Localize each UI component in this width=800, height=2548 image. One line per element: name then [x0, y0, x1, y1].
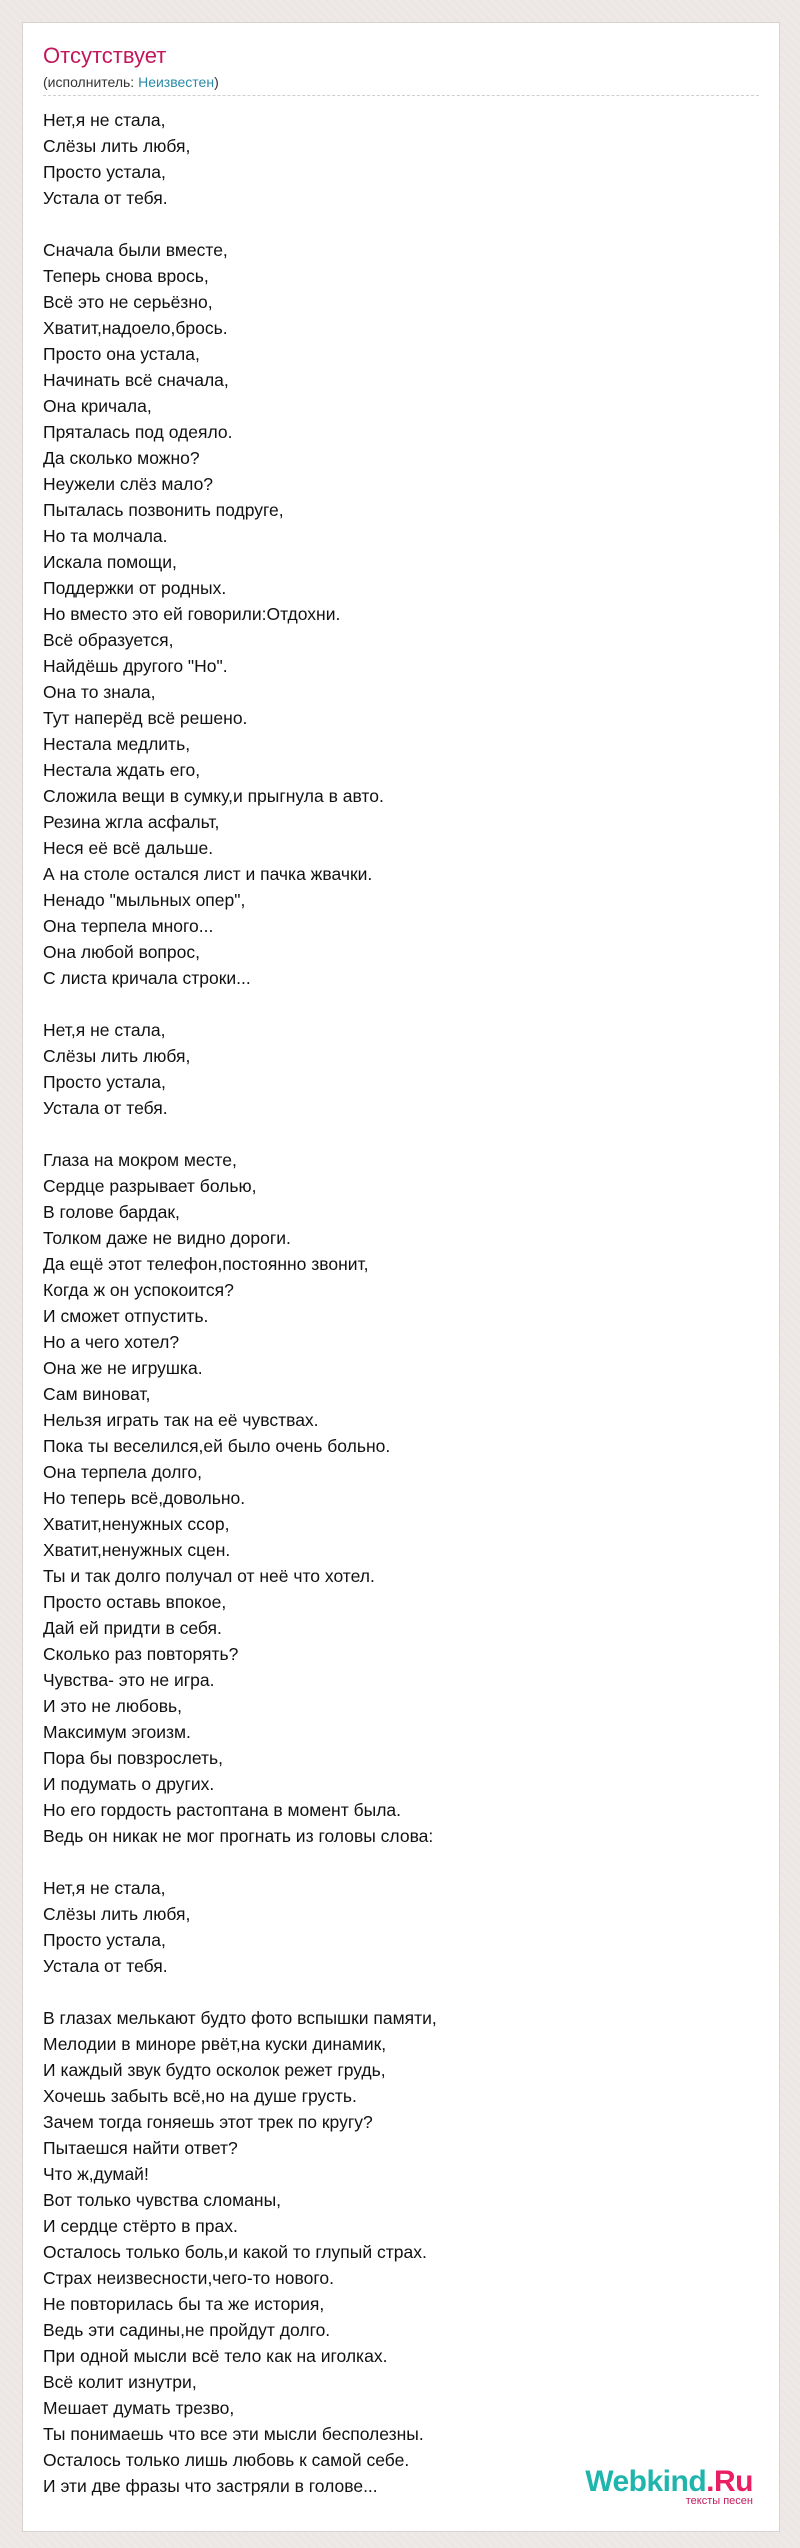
lyric-line: Нет,я не стала,: [43, 110, 166, 130]
lyric-line: Но та молчала.: [43, 526, 168, 546]
lyric-line: Найдёшь другого "Но".: [43, 656, 228, 676]
lyrics-stanza: [43, 237, 743, 991]
lyric-line: Нестала медлить,: [43, 734, 191, 754]
lyric-line: И сердце стёрто в прах.: [43, 2216, 238, 2236]
lyric-line: И эти две фразы что застряли в голове...: [43, 2476, 378, 2496]
lyric-line: Чувства- это не игра.: [43, 1670, 215, 1690]
lyrics-text: [43, 107, 743, 2525]
lyric-line: Страх неизвесности,чего-то нового.: [43, 2268, 334, 2288]
credit-prefix: (исполнитель:: [43, 74, 139, 90]
lyric-line: В глазах мелькают будто фото вспышки памяти,: [43, 2008, 437, 2028]
lyric-line: При одной мысли всё тело как на иголках.: [43, 2346, 388, 2366]
lyric-line: Хватит,ненужных ссор,: [43, 1514, 230, 1534]
lyric-line: Она кричала,: [43, 396, 152, 416]
lyric-line: Дай ей придти в себя.: [43, 1618, 222, 1638]
lyric-line: Всё колит изнутри,: [43, 2372, 197, 2392]
lyric-line: Пытаешся найти ответ?: [43, 2138, 238, 2158]
lyric-line: Слёзы лить любя,: [43, 1046, 191, 1066]
lyric-line: Пыталась позвонить подруге,: [43, 500, 284, 520]
lyric-line: Осталось только лишь любовь к самой себе.: [43, 2450, 410, 2470]
lyric-line: Она любой вопрос,: [43, 942, 200, 962]
lyric-line: Ненадо "мыльных опер",: [43, 890, 246, 910]
lyric-line: Мелодии в миноре рвёт,на куски динамик,: [43, 2034, 387, 2054]
lyric-line: Что ж,думай!: [43, 2164, 149, 2184]
artist-credit: [43, 73, 219, 91]
lyric-line: Зачем тогда гоняешь этот трек по кругу?: [43, 2112, 373, 2132]
lyric-line: Хватит,надоело,брось.: [43, 318, 228, 338]
lyric-line: Ведь он никак не мог прогнать из головы слова:: [43, 1826, 434, 1846]
lyrics-stanza: [43, 2005, 743, 2499]
lyric-line: Да ещё этот телефон,постоянно звонит,: [43, 1254, 369, 1274]
lyric-line: Просто оставь впокое,: [43, 1592, 227, 1612]
song-title: Отсутствует: [43, 43, 167, 68]
lyric-line: Устала от тебя.: [43, 1956, 168, 1976]
lyric-line: И каждый звук будто осколок режет грудь,: [43, 2060, 386, 2080]
logo-tagline: тексты песен: [685, 2495, 753, 2507]
lyric-line: Но теперь всё,довольно.: [43, 1488, 246, 1508]
lyric-line: Пряталась под одеяло.: [43, 422, 233, 442]
lyric-line: Сам виноват,: [43, 1384, 151, 1404]
lyric-line: И подумать о других.: [43, 1774, 215, 1794]
lyric-line: Нет,я не стала,: [43, 1020, 166, 1040]
lyric-line: Сердце разрывает болью,: [43, 1176, 257, 1196]
logo-brand: Webkind: [585, 2465, 707, 2498]
lyric-line: Она то знала,: [43, 682, 156, 702]
lyric-line: Вот только чувства сломаны,: [43, 2190, 282, 2210]
lyric-line: Сколько раз повторять?: [43, 1644, 239, 1664]
divider: [43, 95, 759, 96]
lyric-line: Толком даже не видно дороги.: [43, 1228, 291, 1248]
lyric-line: Но а чего хотел?: [43, 1332, 180, 1352]
lyric-line: Осталось только боль,и какой то глупый страх.: [43, 2242, 427, 2262]
lyric-line: Она терпела много...: [43, 916, 214, 936]
lyric-line: Начинать всё сначала,: [43, 370, 229, 390]
lyrics-stanza: [43, 1875, 743, 1979]
site-logo[interactable]: [585, 2465, 753, 2507]
lyrics-stanza: [43, 107, 743, 211]
lyric-line: Устала от тебя.: [43, 1098, 168, 1118]
lyric-line: Да сколько можно?: [43, 448, 200, 468]
lyric-line: Хочешь забыть всё,но на душе грусть.: [43, 2086, 357, 2106]
lyric-line: Просто устала,: [43, 1072, 166, 1092]
lyric-line: Тут наперёд всё решено.: [43, 708, 248, 728]
lyric-line: Слёзы лить любя,: [43, 136, 191, 156]
lyric-line: Но вместо это ей говорили:Отдохни.: [43, 604, 341, 624]
lyric-line: Теперь снова врось,: [43, 266, 209, 286]
lyric-line: Максимум эгоизм.: [43, 1722, 191, 1742]
lyrics-stanza: [43, 1017, 743, 1121]
lyric-line: Она же не игрушка.: [43, 1358, 203, 1378]
lyric-line: Резина жгла асфальт,: [43, 812, 220, 832]
lyric-line: Всё это не серьёзно,: [43, 292, 213, 312]
credit-suffix: ): [214, 74, 219, 90]
lyric-line: А на столе остался лист и пачка жвачки.: [43, 864, 373, 884]
lyric-line: Когда ж он успокоится?: [43, 1280, 234, 1300]
lyric-line: Пора бы повзрослеть,: [43, 1748, 224, 1768]
lyric-line: Сначала были вместе,: [43, 240, 228, 260]
lyric-line: Просто устала,: [43, 1930, 166, 1950]
lyric-line: Хватит,ненужных сцен.: [43, 1540, 231, 1560]
lyric-line: Нет,я не стала,: [43, 1878, 166, 1898]
lyric-line: Ты понимаешь что все эти мысли бесполезны.: [43, 2424, 424, 2444]
lyric-line: Нестала ждать его,: [43, 760, 201, 780]
lyric-line: Ты и так долго получал от неё что хотел.: [43, 1566, 375, 1586]
lyric-line: Неужели слёз мало?: [43, 474, 214, 494]
lyric-line: Неся её всё дальше.: [43, 838, 214, 858]
lyric-line: Глаза на мокром месте,: [43, 1150, 237, 1170]
lyric-line: Всё образуется,: [43, 630, 174, 650]
lyric-line: Слёзы лить любя,: [43, 1904, 191, 1924]
lyric-line: Мешает думать трезво,: [43, 2398, 235, 2418]
lyric-line: Устала от тебя.: [43, 188, 168, 208]
lyric-line: Сложила вещи в сумку,и прыгнула в авто.: [43, 786, 384, 806]
lyric-line: Просто устала,: [43, 162, 166, 182]
artist-link[interactable]: Неизвестен: [138, 74, 215, 90]
lyric-line: В голове бардак,: [43, 1202, 180, 1222]
lyric-line: Она терпела долго,: [43, 1462, 202, 1482]
lyric-line: И сможет отпустить.: [43, 1306, 209, 1326]
lyric-line: С листа кричала строки...: [43, 968, 251, 988]
lyric-line: Но его гордость растоптана в момент была.: [43, 1800, 401, 1820]
lyric-line: Не повторилась бы та же история,: [43, 2294, 325, 2314]
lyrics-card: [22, 22, 780, 2532]
lyric-line: Ведь эти садины,не пройдут долго.: [43, 2320, 331, 2340]
lyric-line: Пока ты веселился,ей было очень больно.: [43, 1436, 391, 1456]
logo-tld: .Ru: [706, 2465, 753, 2498]
lyric-line: Нельзя играть так на её чувствах.: [43, 1410, 319, 1430]
lyric-line: Искала помощи,: [43, 552, 177, 572]
lyric-line: Поддержки от родных.: [43, 578, 227, 598]
lyrics-stanza: [43, 1147, 743, 1849]
lyric-line: И это не любовь,: [43, 1696, 183, 1716]
lyric-line: Просто она устала,: [43, 344, 200, 364]
